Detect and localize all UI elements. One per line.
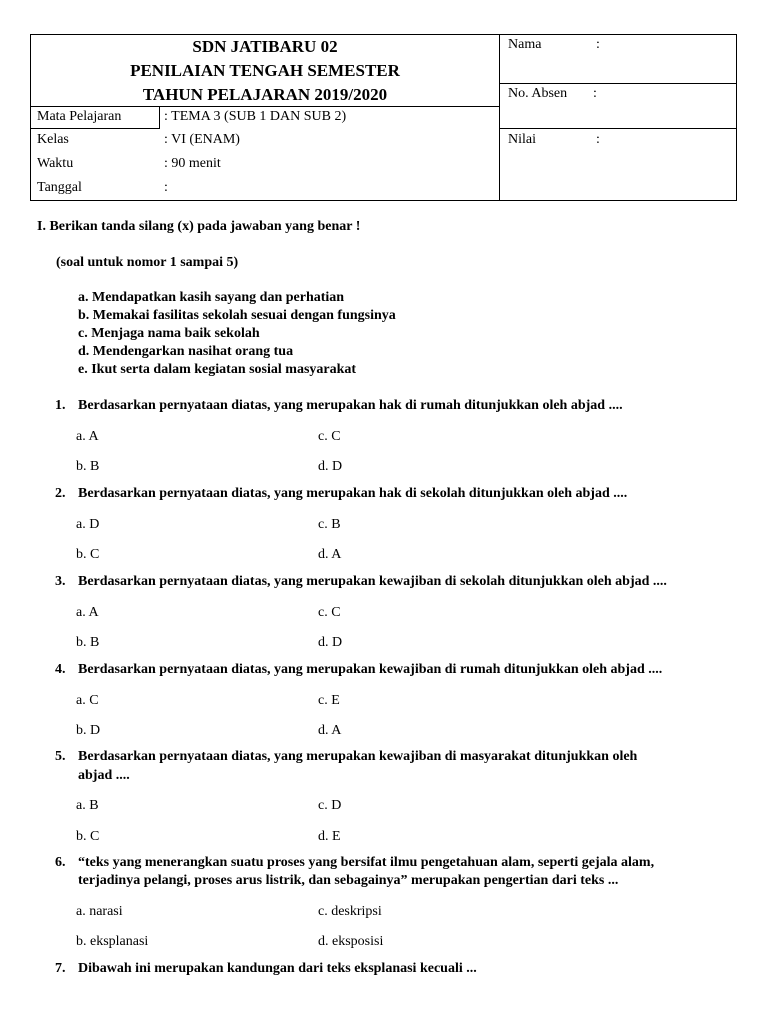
option-b: b. B bbox=[76, 635, 100, 650]
option-c: c. D bbox=[318, 798, 342, 813]
option-c: c. deskripsi bbox=[318, 904, 382, 919]
right-divider-1 bbox=[500, 83, 737, 84]
question-text-cont: terjadinya pelangi, proses arus listrik, dan sebagainya” merupakan pengertian dari teks ... bbox=[78, 873, 619, 888]
right-divider-2 bbox=[500, 128, 737, 129]
colon-nilai: : bbox=[596, 132, 600, 147]
value-mata-pelajaran: : TEMA 3 (SUB 1 DAN SUB 2) bbox=[164, 109, 347, 124]
option-a: a. C bbox=[76, 693, 99, 708]
option-d: d. eksposisi bbox=[318, 934, 384, 949]
header-right-box bbox=[500, 34, 737, 201]
option-b: b. C bbox=[76, 547, 100, 562]
value-tanggal: : bbox=[164, 180, 168, 195]
question-text: “teks yang menerangkan suatu proses yang bersifat ilmu pengetahuan alam, seperti gejala alam, bbox=[78, 855, 655, 870]
option-c: c. E bbox=[318, 693, 340, 708]
exam-title: PENILAIAN TENGAH SEMESTER bbox=[130, 61, 400, 80]
school-name: SDN JATIBARU 02 bbox=[192, 37, 338, 56]
question-text: Berdasarkan pernyataan diatas, yang merupakan kewajiban di masyarakat ditunjukkan oleh bbox=[78, 749, 638, 764]
option-d: d. A bbox=[318, 547, 342, 562]
option-b: b. B bbox=[76, 459, 100, 474]
label-no-absen: No. Absen bbox=[508, 86, 568, 101]
option-a: a. B bbox=[76, 798, 99, 813]
option-d: d. D bbox=[318, 635, 343, 650]
question-text: Dibawah ini merupakan kandungan dari teks eksplanasi kecuali ... bbox=[78, 961, 477, 976]
label-kelas: Kelas bbox=[37, 132, 69, 147]
label-waktu: Waktu bbox=[37, 156, 74, 171]
option-b: b. eksplanasi bbox=[76, 934, 149, 949]
option-a: a. narasi bbox=[76, 904, 123, 919]
label-tanggal: Tanggal bbox=[37, 180, 82, 195]
section-title: I. Berikan tanda silang (x) pada jawaban yang benar ! bbox=[37, 219, 361, 234]
option-c: c. C bbox=[318, 605, 341, 620]
statement-e: e. Ikut serta dalam kegiatan sosial masyarakat bbox=[78, 362, 357, 377]
option-b: b. D bbox=[76, 723, 101, 738]
option-d: d. E bbox=[318, 829, 341, 844]
value-kelas: : VI (ENAM) bbox=[164, 132, 240, 147]
question-number: 1. bbox=[55, 398, 66, 413]
option-c: c. C bbox=[318, 429, 341, 444]
label-nama: Nama bbox=[508, 37, 542, 52]
question-number: 5. bbox=[55, 749, 66, 764]
option-b: b. C bbox=[76, 829, 100, 844]
statement-d: d. Mendengarkan nasihat orang tua bbox=[78, 344, 294, 359]
label-nilai: Nilai bbox=[508, 132, 536, 147]
header-divider bbox=[30, 106, 500, 107]
statement-c: c. Menjaga nama baik sekolah bbox=[78, 326, 260, 341]
label-mata-pelajaran: Mata Pelajaran bbox=[37, 109, 122, 124]
option-a: a. A bbox=[76, 605, 99, 620]
statement-a: a. Mendapatkan kasih sayang dan perhatian bbox=[78, 290, 345, 305]
option-a: a. D bbox=[76, 517, 100, 532]
option-d: d. A bbox=[318, 723, 342, 738]
option-a: a. A bbox=[76, 429, 99, 444]
question-number: 4. bbox=[55, 662, 66, 677]
question-text: Berdasarkan pernyataan diatas, yang merupakan kewajiban di sekolah ditunjukkan oleh abjad .... bbox=[78, 574, 667, 589]
option-c: c. B bbox=[318, 517, 341, 532]
value-waktu: : 90 menit bbox=[164, 156, 221, 171]
question-number: 6. bbox=[55, 855, 66, 870]
colon-nama: : bbox=[596, 37, 600, 52]
statement-b: b. Memakai fasilitas sekolah sesuai dengan fungsinya bbox=[78, 308, 396, 323]
question-number: 7. bbox=[55, 961, 66, 976]
option-d: d. D bbox=[318, 459, 343, 474]
question-text: Berdasarkan pernyataan diatas, yang merupakan hak di sekolah ditunjukkan oleh abjad .... bbox=[78, 486, 628, 501]
label-separator bbox=[159, 106, 160, 128]
colon-no-absen: : bbox=[593, 86, 597, 101]
question-number: 2. bbox=[55, 486, 66, 501]
section-note: (soal untuk nomor 1 sampai 5) bbox=[56, 255, 239, 270]
question-text: Berdasarkan pernyataan diatas, yang merupakan kewajiban di rumah ditunjukkan oleh abjad .... bbox=[78, 662, 663, 677]
question-text: Berdasarkan pernyataan diatas, yang merupakan hak di rumah ditunjukkan oleh abjad .... bbox=[78, 398, 623, 413]
question-text-cont: abjad .... bbox=[78, 768, 130, 783]
label-underline bbox=[30, 128, 160, 129]
question-number: 3. bbox=[55, 574, 66, 589]
school-year: TAHUN PELAJARAN 2019/2020 bbox=[142, 85, 388, 104]
